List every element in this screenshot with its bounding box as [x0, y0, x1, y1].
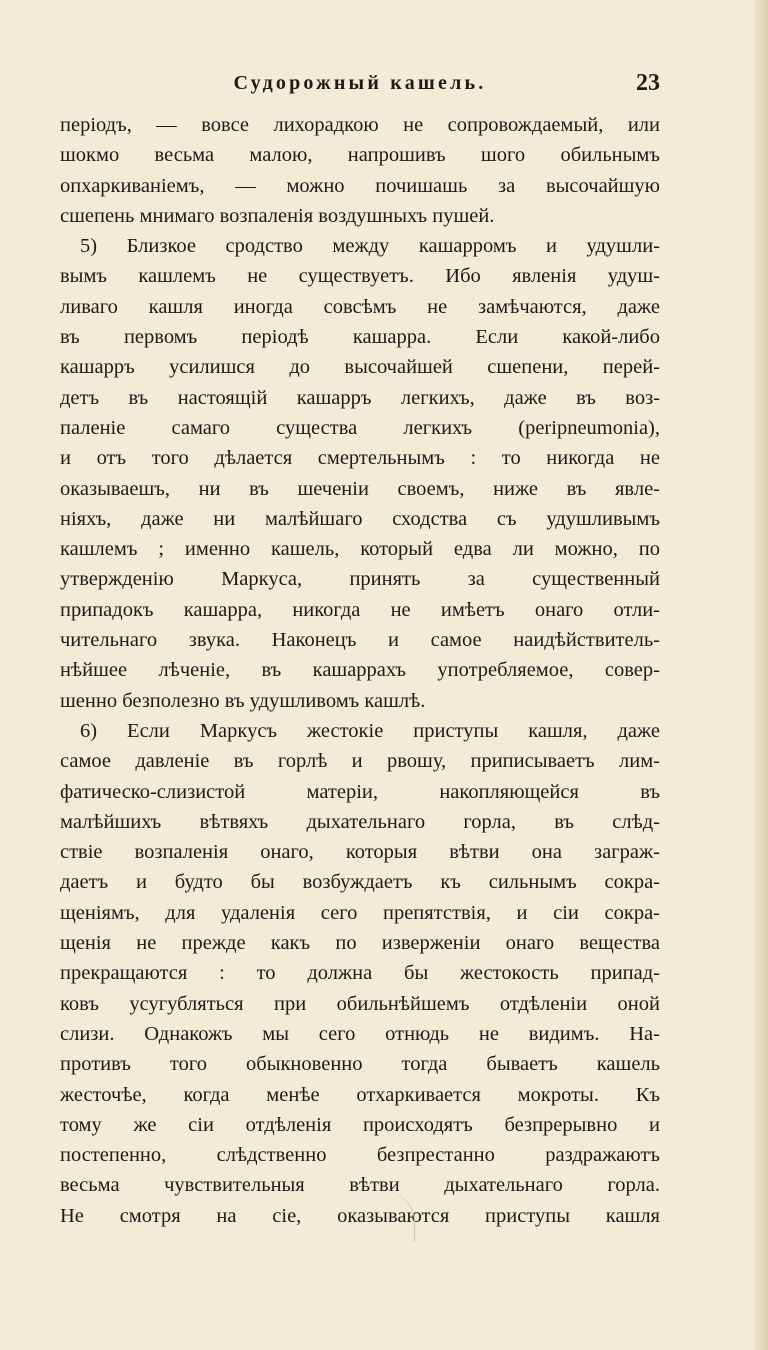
text-line: оказываешъ, ни въ шеченіи своемъ, ниже въ явле- — [60, 477, 660, 500]
text-line: самое давленіе въ горлѣ и рвошу, приписываетъ лим- — [60, 750, 660, 773]
text-line: малѣйшихъ вѣтвяхъ дыхательнаго горла, въ слѣд- — [60, 810, 660, 833]
text-line: сшепень мнимаго возпаленія воздушныхъ пушей. — [60, 204, 495, 227]
text-line: періодъ, — вовсе лихорадкою не сопровождаемый, или — [60, 114, 660, 136]
text-line: ливаго кашля иногда совсѣмъ не замѣчаются, даже — [60, 295, 660, 318]
text-line: кашлемъ ; именно кашель, который едва ли можно, по — [60, 538, 660, 561]
text-line: противъ того обыкновенно тогда бываетъ кашель — [60, 1053, 660, 1076]
text-line: фатическо-слизистой матеріи, накопляющейся въ — [60, 780, 660, 803]
text-line: и отъ того дѣлается смертельнымъ : то никогда не — [60, 447, 660, 470]
text-line: кашарръ усилишся до высочайшей сшепени, перей- — [60, 356, 660, 379]
text-line: щеніямъ, для удаленія сего препятствія, и сіи сокра- — [60, 901, 660, 924]
page-header — [60, 66, 660, 100]
text-line: жесточѣе, когда менѣе отхаркивается мокроты. Къ — [60, 1083, 660, 1106]
text-line: весьма чувствительныя вѣтви дыхательнаго горла. — [60, 1174, 660, 1197]
text-line: паленіе самаго существа легкихъ (peripneumonia), — [60, 416, 660, 439]
text-line: опхаркиваніемъ, — можно почишашь за высочайшую — [60, 174, 660, 197]
text-line: нѣйшее лѣченіе, въ кашаррахъ употребляемое, совер- — [60, 659, 660, 682]
page-edge — [754, 0, 768, 1350]
text-line: ствіе возпаленія онаго, которыя вѣтви она заграж- — [60, 841, 660, 864]
page-number: 23 — [636, 70, 660, 96]
text-line: слизи. Однакожъ мы сего отнюдь не видимъ. На- — [60, 1022, 660, 1045]
text-line: ніяхъ, даже ни малѣйшаго сходства съ удушливымъ — [60, 507, 660, 530]
text-line: вымъ кашлемъ не существуетъ. Ибо явленія удуш- — [60, 265, 660, 288]
text-line: прекращаются : то должна бы жестокость припад- — [60, 962, 660, 985]
text-line: постепенно, слѣдственно безпрестанно раздражаютъ — [60, 1144, 660, 1167]
body-text — [60, 110, 660, 1231]
text-line: щенія не прежде какъ по изверженіи онаго вещества — [60, 932, 660, 955]
text-line: утвержденію Маркуса, принять за существенный — [60, 568, 660, 591]
text-line: даетъ и будто бы возбуждаетъ къ сильнымъ сокра- — [60, 871, 660, 894]
text-line: 5) Близкое сродство между кашарромъ и удушли- — [80, 235, 660, 258]
text-line: Не смотря на сіе, оказываются приступы кашля — [60, 1204, 660, 1227]
text-line: тому же сіи отдѣленія происходятъ безпрерывно и — [60, 1113, 660, 1136]
text-line: детъ въ настоящій кашарръ легкихъ, даже въ воз- — [60, 386, 660, 409]
running-title: Судорожный кашель. — [233, 72, 487, 94]
text-line: въ первомъ періодѣ кашарра. Если какой-либо — [60, 326, 660, 349]
text-line: ковъ усугубляться при обильнѣйшемъ отдѣленіи оной — [60, 992, 660, 1015]
text-line: шокмо весьма малою, напрошивъ шого обильнымъ — [60, 144, 660, 167]
text-line: шенно безполезно въ удушливомъ кашлѣ. — [60, 689, 426, 712]
text-line: чительнаго звука. Наконецъ и самое наидѣйствитель- — [60, 629, 660, 652]
text-line: 6) Если Маркусъ жестокіе приступы кашля, даже — [80, 719, 660, 742]
text-line: припадокъ кашарра, никогда не имѣетъ онаго отли- — [60, 598, 660, 621]
